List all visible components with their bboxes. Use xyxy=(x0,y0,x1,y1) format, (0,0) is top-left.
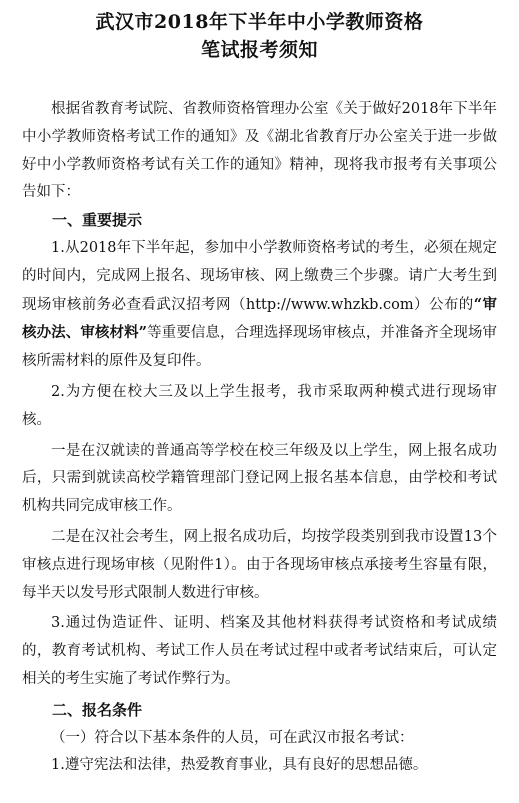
paragraph-item-1-text-b: 等重要信息，合理选择现场审核点，并准备齐全现场审核所需材料的原件及复印件。 xyxy=(22,325,498,370)
section-heading-eligibility: 二、报名条件 xyxy=(52,700,143,719)
paragraph-item-1 xyxy=(22,235,497,376)
paragraph-eligibility-1: 1.遵守宪法和法律，热爱教育事业，具有良好的思想品德。 xyxy=(51,757,428,774)
paragraph-eligibility-intro: （一）符合以下基本条件的人员，可在武汉市报名考试： xyxy=(51,729,414,746)
paragraph-item-3: 3.通过伪造证件、证明、档案及其他材料获得考试资格和考试成绩的，教育考试机构、考试工作人员在考试过程中或者考试结束后，可认定相关的考生实施了考试作弊行为。 xyxy=(22,615,497,687)
paragraph-item-2: 2.为方便在校大三及以上学生报考，我市采取两种模式进行现场审核。 xyxy=(22,383,497,428)
intro-paragraph: 根据省教育考试院、省教师资格管理办公室《关于做好2018年下半年中小学教师资格考试工作的通知》及《湖北省教育厅办公室关于进一步做好中小学教师资格考试有关工作的通知》精神，现将我市报考有关事项公告如下： xyxy=(22,101,497,201)
paragraph-mode-1: 一是在汉就读的普通高等学校在校三年级及以上学生，网上报名成功后，只需到就读高校学籍管理部门登记网上报名基本信息，由学校和考试机构共同完成审核工作。 xyxy=(22,442,497,515)
document-title-line2: 笔试报考须知 xyxy=(200,39,318,61)
paragraph-mode-2: 二是在汉社会考生，网上报名成功后，均按学段类别到我市设置13个审核点进行现场审核（见附件1）。由于各现场审核点承接考生容量有限，每半天以发号形式限制人数进行审核。 xyxy=(22,528,497,601)
document-title-line1: 武汉市2018年下半年中小学教师资格 xyxy=(95,11,424,33)
section-heading-important-notes: 一、重要提示 xyxy=(52,211,143,230)
paragraph-item-1-text-a: 1.从2018年下半年起，参加中小学教师资格考试的考生，必须在规定的时间内，完成网上报名、现场审核、网上缴费三个步骤。请广大考生到现场审核前务必查看武汉招考网（http://www.whzkb.com）公布的 xyxy=(22,239,497,313)
emphasis-review-materials: “审核办法、审核材料” xyxy=(22,295,498,342)
